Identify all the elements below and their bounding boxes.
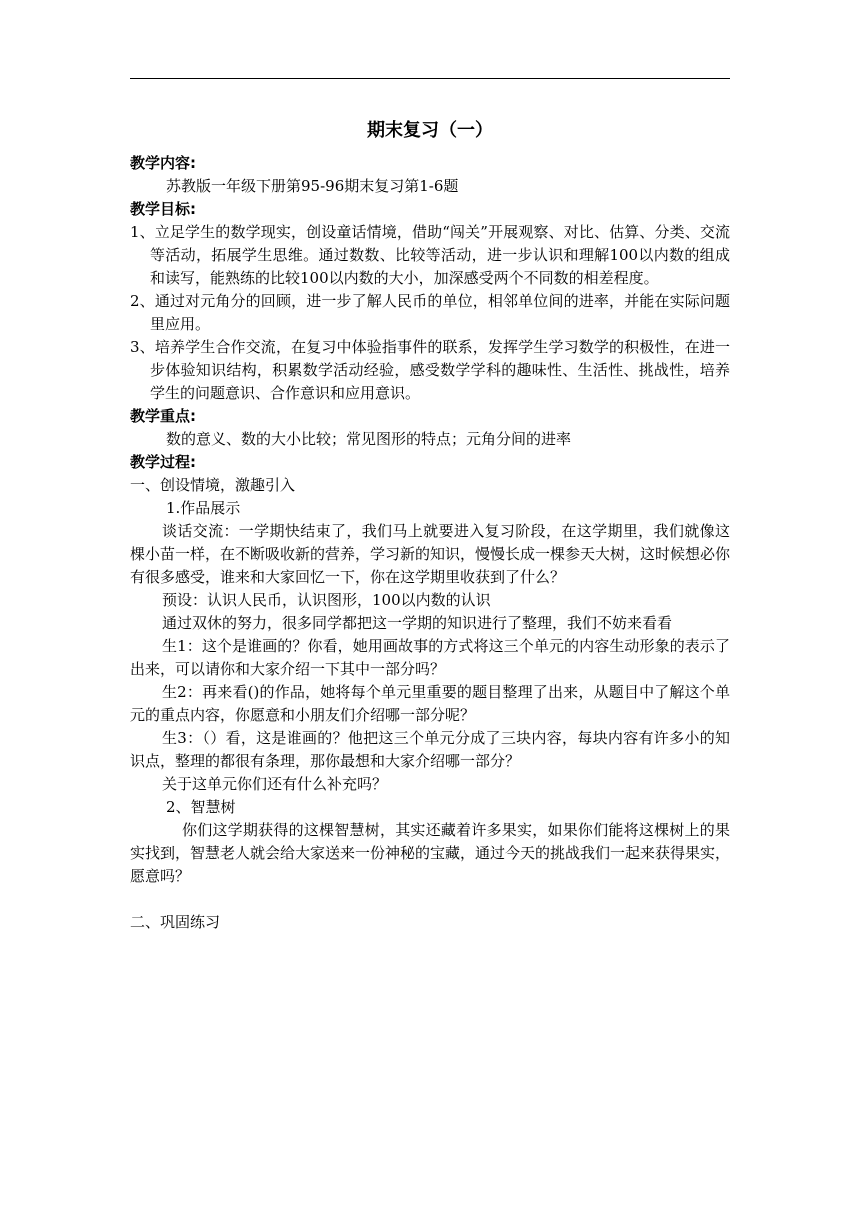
paragraph-1: 谈话交流：一学期快结束了，我们马上就要进入复习阶段，在这学期里，我们就像这棵小苗一样，在不断吸收新的营养，学习新的知识，慢慢长成一棵参天大树，这时候想必你有很多感受，谁来和大家回忆一下，你在这学期里收获到了什么？: [130, 522, 731, 586]
paragraph-7: 关于这单元你们还有什么补充吗？: [162, 775, 388, 793]
goal-item-1: 1、立足学生的数学现实，创设童话情境，借助“闯关”开展观察、对比、估算、分类、交流等活动，拓展学生思维。通过数数、比较等活动，进一步认识和理解100以内数的组成和读写，能熟练的比较100以内数的大小，加深感受两个不同数的相差程度。: [130, 223, 730, 287]
goal-item-2: 2、通过对元角分的回顾，进一步了解人民币的单位，相邻单位间的进率，并能在实际问题里应用。: [130, 292, 730, 333]
paragraph-3: 通过双休的努力，很多同学都把这一学期的知识进行了整理，我们不妨来看看: [162, 614, 673, 632]
spacer: [130, 888, 730, 911]
document-body: [130, 152, 730, 934]
goals-heading: 教学目标:: [130, 200, 196, 218]
content-heading: 教学内容:: [130, 154, 196, 172]
paragraph-8: 你们这学期获得的这棵智慧树，其实还藏着许多果实，如果你们能将这棵树上的果实找到，智慧老人就会给大家送来一份神秘的宝藏，通过今天的挑战我们一起来获得果实，愿意吗？: [130, 821, 731, 885]
paragraph-6: 生3：（）看，这是谁画的？他把这三个单元分成了三块内容，每块内容有许多小的知识点，整理的都很有条理，那你最想和大家介绍哪一部分？: [130, 729, 730, 770]
item-2-heading: 2、智慧树: [166, 798, 236, 816]
content-text: 苏教版一年级下册第95-96期末复习第1-6题: [166, 177, 459, 195]
item-1-heading: 1.作品展示: [166, 499, 241, 517]
section-1-heading: 一、创设情境，激趣引入: [130, 476, 296, 494]
paragraph-2: 预设：认识人民币，认识图形，100以内数的认识: [162, 591, 491, 609]
key-text: 数的意义、数的大小比较；常见图形的特点；元角分间的进率: [166, 430, 572, 448]
header-rule: [130, 78, 730, 79]
goal-item-3: 3、培养学生合作交流，在复习中体验指事件的联系，发挥学生学习数学的积极性，在进一步体验知识结构，积累数学活动经验，感受数学学科的趣味性、生活性、挑战性，培养学生的问题意识、合作意识和应用意识。: [130, 338, 730, 402]
paragraph-5: 生2：再来看()的作品，她将每个单元里重要的题目整理了出来，从题目中了解这个单元的重点内容，你愿意和小朋友们介绍哪一部分呢？: [130, 683, 730, 724]
section-2-heading: 二、巩固练习: [130, 913, 221, 931]
process-heading: 教学过程:: [130, 453, 196, 471]
paragraph-4: 生1：这个是谁画的？你看，她用画故事的方式将这三个单元的内容生动形象的表示了出来，可以请你和大家介绍一下其中一部分吗？: [130, 637, 730, 678]
key-heading: 教学重点:: [130, 407, 196, 425]
page-title: 期末复习（一）: [367, 120, 493, 141]
